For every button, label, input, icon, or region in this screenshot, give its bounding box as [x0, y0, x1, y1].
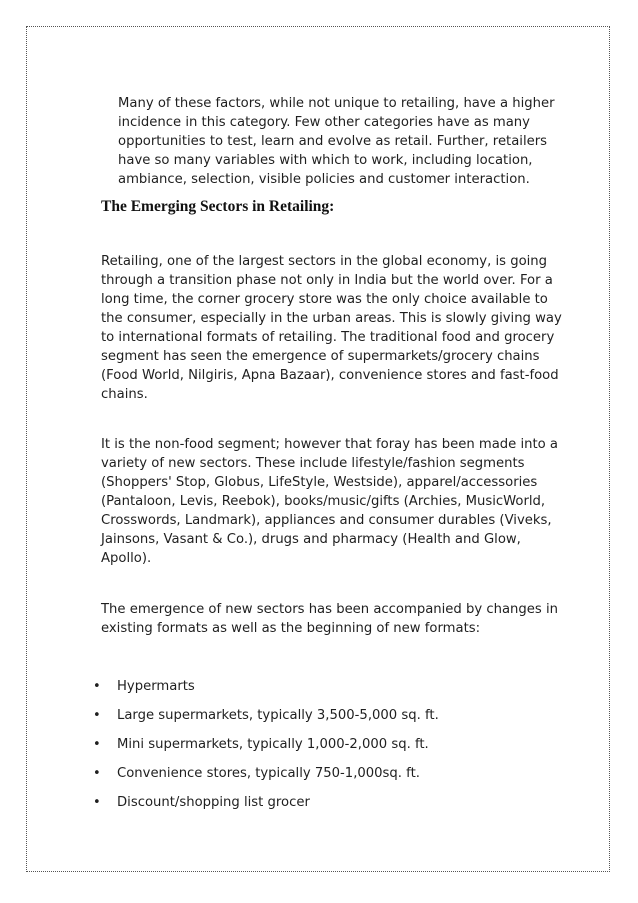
- list-item-text: Convenience stores, typically 750-1,000sq. ft.: [117, 766, 420, 782]
- list-item: [93, 764, 573, 793]
- formats-bullet-list: [93, 677, 573, 822]
- list-item: [93, 706, 573, 735]
- list-item: [93, 677, 573, 706]
- list-item: [93, 793, 573, 822]
- list-item-text: Mini supermarkets, typically 1,000-2,000 sq. ft.: [117, 737, 429, 753]
- bullet-icon: •: [93, 737, 101, 753]
- bullet-icon: •: [93, 766, 101, 782]
- section-heading: The Emerging Sectors in Retailing:: [101, 198, 335, 215]
- non-food-paragraph: It is the non-food segment; however that foray has been made into a variety of new sectors. These include lifestyle/fashion segments (Shoppers' Stop, Globus, LifeStyle, Westside), apparel/accessories (Pantaloon, Levis, Reebok), books/music/gifts (Archies, MusicWorld, Crosswords, Landmark), appliances and consumer durables (Viveks, Jainsons, Vasant & Co.), drugs and pharmacy (Health and Glow, Apollo).: [101, 437, 559, 566]
- bullet-icon: •: [93, 679, 101, 694]
- sector-overview-paragraph: Retailing, one of the largest sectors in the global economy, is going through a transition phase not only in India but the world over. For a long time, the corner grocery store was the only choice available to the consumer, especially in the urban areas. This is slowly giving way to international formats of retailing. The traditional food and grocery segment has seen the emergence of supermarkets/grocery chains (Food World, Nilgiris, Apna Bazaar), convenience stores and fast-food chains.: [101, 254, 562, 402]
- new-formats-paragraph: The emergence of new sectors has been accompanied by changes in existing formats as well as the beginning of new formats:: [101, 602, 558, 636]
- list-item-text: Discount/shopping list grocer: [117, 795, 310, 811]
- list-item-text: Hypermarts: [117, 679, 195, 694]
- intro-paragraph: Many of these factors, while not unique to retailing, have a higher incidence in this category. Few other categories have as many opportunities to test, learn and evolve as retail. Further, retailers have so many variables with which to work, including location, ambiance, selection, visible policies and customer interaction.: [118, 96, 555, 187]
- bullet-icon: •: [93, 708, 101, 724]
- list-item-text: Large supermarkets, typically 3,500-5,000 sq. ft.: [117, 708, 439, 724]
- list-item: [93, 735, 573, 764]
- bullet-icon: •: [93, 795, 101, 811]
